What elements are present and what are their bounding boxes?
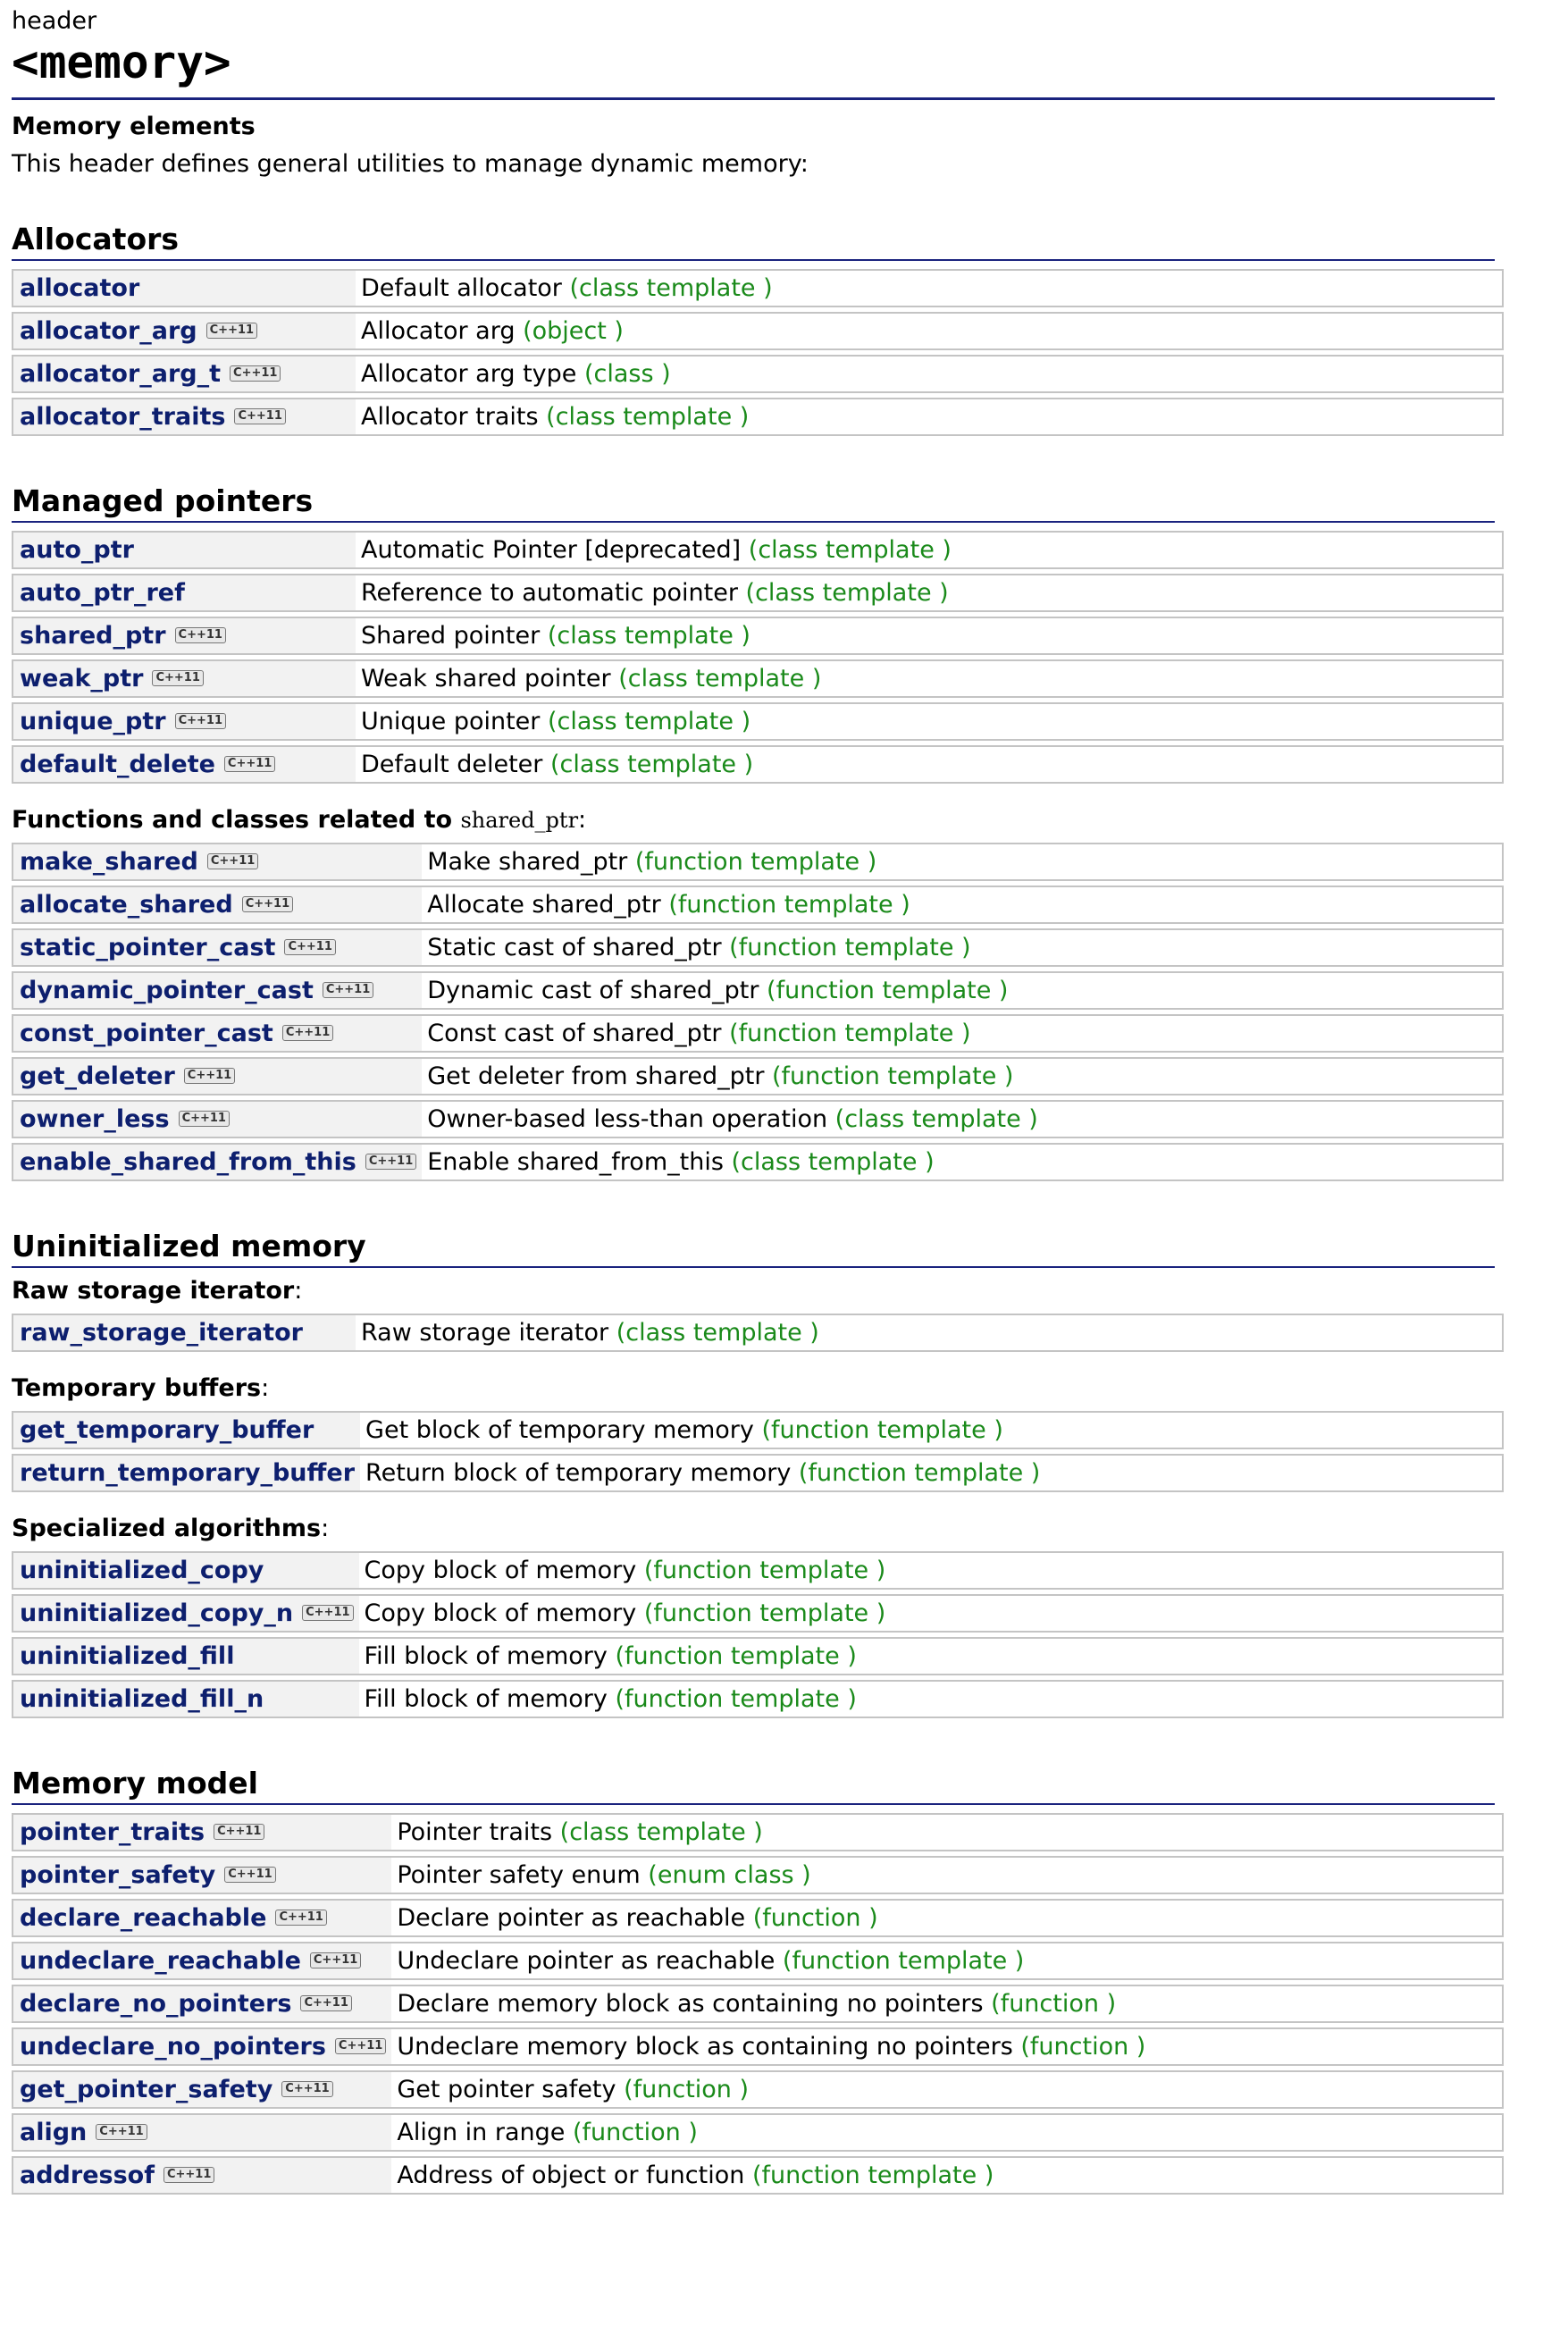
table-row xyxy=(12,659,1504,698)
table-row xyxy=(12,574,1504,612)
cpp11-badge-icon: C++11 xyxy=(275,1910,326,1926)
entry-kind: (class template ) xyxy=(547,622,750,650)
cpp11-badge-icon: C++11 xyxy=(282,1025,333,1041)
entry-link-weak-ptr[interactable]: weak_ptr xyxy=(20,665,144,693)
entry-desc-cell xyxy=(391,2113,1504,2152)
cpp11-badge-icon: C++11 xyxy=(175,627,226,643)
entry-kind: (function ) xyxy=(572,2119,698,2146)
table-row xyxy=(12,1314,1504,1352)
table-row xyxy=(12,971,1504,1010)
entry-name-cell xyxy=(12,886,422,924)
cpp11-badge-icon: C++11 xyxy=(179,1111,230,1127)
entry-name-cell xyxy=(12,928,422,967)
entry-name-cell xyxy=(12,1594,359,1633)
entry-description: Declare pointer as reachable xyxy=(397,1904,746,1932)
entry-link-default-delete[interactable]: default_delete xyxy=(20,751,215,778)
entry-description: Static cast of shared_ptr xyxy=(427,934,722,961)
page-subtitle: Memory elements xyxy=(12,113,256,140)
entry-desc-cell xyxy=(391,2027,1504,2066)
table-row xyxy=(12,1594,1504,1633)
section-memory-model xyxy=(12,1766,1504,2199)
entry-desc-cell xyxy=(356,269,1504,307)
entry-kind: (function template ) xyxy=(772,1062,1014,1090)
entries-table xyxy=(12,264,1504,441)
entry-description: Weak shared pointer xyxy=(361,665,611,693)
table-row xyxy=(12,531,1504,569)
entry-link-allocator-arg-t[interactable]: allocator_arg_t xyxy=(20,360,222,388)
entry-link-raw-storage-iterator[interactable]: raw_storage_iterator xyxy=(20,1319,303,1347)
section-allocators xyxy=(12,222,1504,441)
table-row xyxy=(12,928,1504,967)
entry-name-cell xyxy=(12,1856,391,1894)
entry-name-cell xyxy=(12,574,356,612)
entry-description: Make shared_ptr xyxy=(427,848,628,876)
entry-desc-cell xyxy=(356,398,1504,436)
entry-name-cell xyxy=(12,1143,422,1181)
table-row xyxy=(12,745,1504,784)
entry-link-undeclare-no-pointers[interactable]: undeclare_no_pointers xyxy=(20,2033,326,2061)
entry-name-cell xyxy=(12,745,356,784)
sections-container xyxy=(12,222,1504,2199)
entry-kind: (function template ) xyxy=(782,1947,1025,1975)
entry-name-cell xyxy=(12,2156,391,2195)
entry-description: Align in range xyxy=(397,2119,566,2146)
entry-description: Copy block of memory xyxy=(364,1599,637,1627)
entry-desc-cell xyxy=(422,971,1504,1010)
entry-link-uninitialized-copy-n[interactable]: uninitialized_copy_n xyxy=(20,1599,294,1627)
entry-name-cell xyxy=(12,2070,391,2109)
entry-desc-cell xyxy=(356,659,1504,698)
cpp11-badge-icon: C++11 xyxy=(323,982,373,998)
entry-name-cell xyxy=(12,1057,422,1095)
entry-description: Pointer safety enum xyxy=(397,1861,641,1889)
entry-kind: (function template ) xyxy=(634,848,877,876)
entry-link-uninitialized-fill[interactable]: uninitialized_fill xyxy=(20,1642,235,1670)
group-subtitle xyxy=(12,1374,1504,1403)
group-subtitle xyxy=(12,1515,1504,1543)
entry-kind: (function template ) xyxy=(767,977,1009,1004)
cpp11-badge-icon: C++11 xyxy=(310,1952,361,1968)
entry-name-cell xyxy=(12,1454,360,1492)
group-subtitle-text: Temporary buffers xyxy=(12,1374,262,1402)
entry-kind: (function ) xyxy=(991,1990,1117,2018)
entry-link-shared-ptr[interactable]: shared_ptr xyxy=(20,622,166,650)
entry-link-declare-reachable[interactable]: declare_reachable xyxy=(20,1904,267,1932)
cpp11-badge-icon: C++11 xyxy=(242,896,293,912)
entry-name-cell xyxy=(12,1813,391,1851)
entry-description: Allocator arg type xyxy=(361,360,577,388)
entry-link-get-deleter[interactable]: get_deleter xyxy=(20,1062,175,1090)
entries-table xyxy=(12,1406,1504,1497)
entry-link-auto-ptr-ref[interactable]: auto_ptr_ref xyxy=(20,579,185,607)
entries-table xyxy=(12,526,1504,788)
entry-description: Raw storage iterator xyxy=(361,1319,609,1347)
cpp11-badge-icon: C++11 xyxy=(234,408,285,424)
entry-desc-cell xyxy=(391,1985,1504,2023)
entry-kind: (function template ) xyxy=(798,1459,1041,1487)
entry-name-cell xyxy=(12,2113,391,2152)
entry-description: Owner-based less-than operation xyxy=(427,1105,828,1133)
cpp11-badge-icon: C++11 xyxy=(224,1867,275,1883)
table-row xyxy=(12,2113,1504,2152)
entry-description: Return block of temporary memory xyxy=(365,1459,792,1487)
entry-link-get-temporary-buffer[interactable]: get_temporary_buffer xyxy=(20,1416,314,1444)
entry-description: Address of object or function xyxy=(397,2162,745,2189)
entry-kind: (enum class ) xyxy=(648,1861,811,1889)
entry-link-owner-less[interactable]: owner_less xyxy=(20,1105,170,1133)
entry-name-cell xyxy=(12,1100,422,1138)
entry-description: Const cast of shared_ptr xyxy=(427,1020,722,1047)
entry-link-uninitialized-copy[interactable]: uninitialized_copy xyxy=(20,1557,264,1584)
entry-kind: (class template ) xyxy=(569,274,773,302)
entry-name-cell xyxy=(12,843,422,881)
section-title: Uninitialized memory xyxy=(12,1229,1495,1268)
entry-desc-cell xyxy=(391,2070,1504,2109)
entry-kind: (function template ) xyxy=(643,1557,886,1584)
group-subtitle-suffix: : xyxy=(294,1277,303,1305)
entries-table xyxy=(12,1547,1504,1723)
entry-kind: (class template ) xyxy=(546,403,750,431)
section-title: Managed pointers xyxy=(12,483,1495,523)
table-row xyxy=(12,1014,1504,1053)
table-row xyxy=(12,1899,1504,1937)
group-subtitle-text: Specialized algorithms xyxy=(12,1515,322,1542)
table-row xyxy=(12,2070,1504,2109)
entry-description: Allocate shared_ptr xyxy=(427,891,661,919)
entry-description: Copy block of memory xyxy=(364,1557,637,1584)
cpp11-badge-icon: C++11 xyxy=(152,670,203,686)
entry-description: Automatic Pointer [deprecated] xyxy=(361,536,742,564)
entry-description: Get deleter from shared_ptr xyxy=(427,1062,765,1090)
entry-desc-cell xyxy=(422,1100,1504,1138)
entry-kind: (function template ) xyxy=(643,1599,886,1627)
entry-desc-cell xyxy=(422,928,1504,967)
entry-desc-cell xyxy=(359,1680,1504,1718)
entry-description: Undeclare memory block as containing no pointers xyxy=(397,2033,1013,2061)
entry-name-cell xyxy=(12,659,356,698)
section-title: Allocators xyxy=(12,222,1495,261)
group-subtitle-suffix: : xyxy=(578,806,587,834)
table-row xyxy=(12,2027,1504,2066)
entry-name-cell xyxy=(12,1014,422,1053)
entry-link-allocate-shared[interactable]: allocate_shared xyxy=(20,891,233,919)
cpp11-badge-icon: C++11 xyxy=(302,1605,353,1621)
cpp11-badge-icon: C++11 xyxy=(230,365,281,382)
cpp11-badge-icon: C++11 xyxy=(206,323,257,339)
entry-name-cell xyxy=(12,2027,391,2066)
entry-name-cell xyxy=(12,1899,391,1937)
table-row xyxy=(12,269,1504,307)
group-subtitle-suffix: : xyxy=(261,1374,270,1402)
entry-kind: (class template ) xyxy=(731,1148,935,1176)
page-intro: This header defines general utilities to manage dynamic memory: xyxy=(12,150,809,178)
table-row xyxy=(12,312,1504,350)
entry-desc-cell xyxy=(356,312,1504,350)
cpp11-badge-icon: C++11 xyxy=(175,713,226,729)
entry-name-cell xyxy=(12,1680,359,1718)
section-title: Memory model xyxy=(12,1766,1495,1805)
entry-desc-cell xyxy=(356,702,1504,741)
table-row xyxy=(12,617,1504,655)
cpp11-badge-icon: C++11 xyxy=(365,1154,416,1170)
entry-description: Fill block of memory xyxy=(364,1642,608,1670)
entry-description: Undeclare pointer as reachable xyxy=(397,1947,776,1975)
entry-link-auto-ptr[interactable]: auto_ptr xyxy=(20,536,134,564)
entry-desc-cell xyxy=(391,2156,1504,2195)
entry-kind: (class template ) xyxy=(616,1319,819,1347)
entry-link-make-shared[interactable]: make_shared xyxy=(20,848,198,876)
group-subtitle xyxy=(12,1277,1504,1305)
entry-description: Dynamic cast of shared_ptr xyxy=(427,977,759,1004)
entries-table xyxy=(12,1309,1504,1356)
entry-kind: (function ) xyxy=(1020,2033,1146,2061)
entry-name-cell xyxy=(12,355,356,393)
entry-kind: (class template ) xyxy=(618,665,822,693)
cpp11-badge-icon: C++11 xyxy=(300,1995,351,2011)
entry-link-allocator-arg[interactable]: allocator_arg xyxy=(20,317,197,345)
table-row xyxy=(12,1680,1504,1718)
entry-description: Get pointer safety xyxy=(397,2076,616,2103)
entry-kind: (function template ) xyxy=(729,1020,971,1047)
entry-desc-cell xyxy=(360,1454,1504,1492)
entry-desc-cell xyxy=(391,1813,1504,1851)
entry-description: Declare memory block as containing no pointers xyxy=(397,1990,984,2018)
entry-desc-cell xyxy=(359,1637,1504,1675)
entry-desc-cell xyxy=(391,1899,1504,1937)
entry-desc-cell xyxy=(391,1856,1504,1894)
entry-kind: (class template ) xyxy=(559,1818,763,1846)
entry-kind: (function ) xyxy=(752,1904,878,1932)
table-row xyxy=(12,1057,1504,1095)
entry-description: Allocator arg xyxy=(361,317,516,345)
entry-link-addressof[interactable]: addressof xyxy=(20,2162,155,2189)
entry-name-cell xyxy=(12,971,422,1010)
table-row xyxy=(12,1454,1504,1492)
entry-desc-cell xyxy=(422,1057,1504,1095)
entry-description: Enable shared_from_this xyxy=(427,1148,724,1176)
entry-link-dynamic-pointer-cast[interactable]: dynamic_pointer_cast xyxy=(20,977,314,1004)
cpp11-badge-icon: C++11 xyxy=(335,2038,386,2054)
entry-description: Get block of temporary memory xyxy=(365,1416,754,1444)
table-row xyxy=(12,1411,1504,1449)
entry-link-undeclare-reachable[interactable]: undeclare_reachable xyxy=(20,1947,301,1975)
group-subtitle-text: Raw storage iterator xyxy=(12,1277,295,1305)
table-row xyxy=(12,1942,1504,1980)
entry-name-cell xyxy=(12,1314,356,1352)
entry-description: Shared pointer xyxy=(361,622,541,650)
group-subtitle-text: Functions and classes related to xyxy=(12,806,453,834)
table-row xyxy=(12,843,1504,881)
entry-kind: (function template ) xyxy=(668,891,910,919)
section-managed-pointers xyxy=(12,483,1504,1186)
entry-name-cell xyxy=(12,1942,391,1980)
entry-kind: (class template ) xyxy=(748,536,952,564)
cpp11-badge-icon: C++11 xyxy=(281,2081,332,2097)
table-row xyxy=(12,1637,1504,1675)
entry-kind: (class template ) xyxy=(547,708,751,735)
entry-link-pointer-traits[interactable]: pointer_traits xyxy=(20,1818,205,1846)
entry-kind: (function template ) xyxy=(615,1685,857,1713)
entry-link-align[interactable]: align xyxy=(20,2119,88,2146)
entry-name-cell xyxy=(12,398,356,436)
entry-description: Pointer traits xyxy=(397,1818,553,1846)
entry-link-allocator-traits[interactable]: allocator_traits xyxy=(20,403,226,431)
table-row xyxy=(12,886,1504,924)
entry-link-enable-shared-from-this[interactable]: enable_shared_from_this xyxy=(20,1148,356,1176)
cpp11-badge-icon: C++11 xyxy=(224,756,275,772)
cpp11-badge-icon: C++11 xyxy=(284,939,335,955)
entry-desc-cell xyxy=(422,1014,1504,1053)
entry-name-cell xyxy=(12,1985,391,2023)
entry-kind: (class template ) xyxy=(834,1105,1038,1133)
entry-kind: (function template ) xyxy=(729,934,971,961)
entry-link-unique-ptr[interactable]: unique_ptr xyxy=(20,708,166,735)
table-row xyxy=(12,1143,1504,1181)
entry-desc-cell xyxy=(360,1411,1504,1449)
entries-table xyxy=(12,1809,1504,2199)
entry-name-cell xyxy=(12,1637,359,1675)
entry-desc-cell xyxy=(359,1551,1504,1590)
cpp11-badge-icon: C++11 xyxy=(207,853,258,869)
entry-name-cell xyxy=(12,531,356,569)
reference-page xyxy=(0,8,1504,2199)
table-row xyxy=(12,1551,1504,1590)
table-row xyxy=(12,398,1504,436)
table-row xyxy=(12,355,1504,393)
table-row xyxy=(12,1100,1504,1138)
entry-kind: (class template ) xyxy=(745,579,949,607)
entry-desc-cell xyxy=(356,617,1504,655)
entry-link-get-pointer-safety[interactable]: get_pointer_safety xyxy=(20,2076,273,2103)
entry-link-return-temporary-buffer[interactable]: return_temporary_buffer xyxy=(20,1459,356,1487)
cpp11-badge-icon: C++11 xyxy=(164,2167,214,2183)
entry-link-allocator[interactable]: allocator xyxy=(20,274,140,302)
table-row xyxy=(12,702,1504,741)
entry-desc-cell xyxy=(356,531,1504,569)
table-row xyxy=(12,1985,1504,2023)
entry-kind: (function ) xyxy=(624,2076,750,2103)
cpp11-badge-icon: C++11 xyxy=(184,1068,235,1084)
table-row xyxy=(12,1856,1504,1894)
entry-desc-cell xyxy=(356,355,1504,393)
group-subtitle-code: shared_ptr xyxy=(460,808,579,833)
entry-description: Allocator traits xyxy=(361,403,539,431)
entry-kind: (object ) xyxy=(523,317,624,345)
entry-kind: (class template ) xyxy=(550,751,754,778)
entry-name-cell xyxy=(12,269,356,307)
entry-kind: (function template ) xyxy=(761,1416,1003,1444)
entry-description: Unique pointer xyxy=(361,708,541,735)
cpp11-badge-icon: C++11 xyxy=(214,1824,264,1840)
entry-desc-cell xyxy=(391,1942,1504,1980)
entry-name-cell xyxy=(12,1411,360,1449)
entry-link-uninitialized-fill-n[interactable]: uninitialized_fill_n xyxy=(20,1685,264,1713)
entry-description: Default allocator xyxy=(361,274,562,302)
entry-link-declare-no-pointers[interactable]: declare_no_pointers xyxy=(20,1990,292,2018)
entry-link-const-pointer-cast[interactable]: const_pointer_cast xyxy=(20,1020,273,1047)
entry-desc-cell xyxy=(422,843,1504,881)
table-row xyxy=(12,2156,1504,2195)
entry-desc-cell xyxy=(356,574,1504,612)
entry-name-cell xyxy=(12,1551,359,1590)
entry-name-cell xyxy=(12,312,356,350)
group-subtitle-suffix: : xyxy=(321,1515,330,1542)
title-divider xyxy=(12,97,1495,100)
entry-kind: (function template ) xyxy=(751,2162,994,2189)
entry-desc-cell xyxy=(359,1594,1504,1633)
cpp11-badge-icon: C++11 xyxy=(96,2124,147,2140)
entry-description: Reference to automatic pointer xyxy=(361,579,738,607)
entry-kind: (function template ) xyxy=(615,1642,857,1670)
entry-description: Default deleter xyxy=(361,751,543,778)
entry-link-static-pointer-cast[interactable]: static_pointer_cast xyxy=(20,934,276,961)
entry-description: Fill block of memory xyxy=(364,1685,608,1713)
entry-desc-cell xyxy=(422,886,1504,924)
page-title: <memory> xyxy=(12,37,231,89)
entry-name-cell xyxy=(12,617,356,655)
entry-desc-cell xyxy=(356,745,1504,784)
header-kind-label: header xyxy=(12,7,97,35)
entry-name-cell xyxy=(12,702,356,741)
entries-table xyxy=(12,838,1504,1186)
entry-kind: (class ) xyxy=(583,360,671,388)
section-uninitialized-memory xyxy=(12,1229,1504,1723)
entry-link-pointer-safety[interactable]: pointer_safety xyxy=(20,1861,216,1889)
entry-desc-cell xyxy=(422,1143,1504,1181)
entry-desc-cell xyxy=(356,1314,1504,1352)
table-row xyxy=(12,1813,1504,1851)
group-subtitle xyxy=(12,806,1504,835)
